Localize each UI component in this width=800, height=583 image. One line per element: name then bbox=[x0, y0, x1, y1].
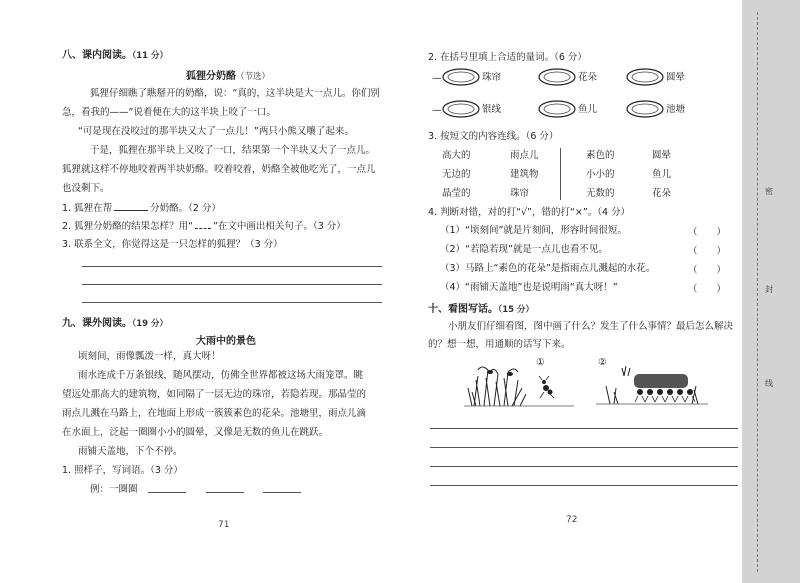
match-col3-1: 小小的 bbox=[586, 169, 615, 180]
measure-word-item: 银线 bbox=[482, 104, 502, 115]
match-col1-2: 晶莹的 bbox=[442, 188, 471, 199]
r-question2: 2. 在括号里填上合适的量词。（6 分） bbox=[428, 52, 587, 63]
match-col4-1: 鱼儿 bbox=[652, 169, 672, 180]
measure-blank-dash: — bbox=[432, 73, 442, 84]
section9-score: （19 分） bbox=[132, 319, 169, 329]
section10-heading bbox=[428, 300, 534, 315]
s8-q2-pre: 2. 狐狸分奶酪的结果怎样？用“ bbox=[62, 221, 194, 232]
measure-word-item: 鱼儿 bbox=[578, 104, 598, 115]
binding-label-2: 封 bbox=[765, 285, 773, 294]
measure-word-dish[interactable] bbox=[442, 68, 480, 86]
section8-score: （11 分） bbox=[132, 51, 169, 61]
measure-blank-dash: — bbox=[432, 105, 442, 116]
s10-answer-line-1[interactable] bbox=[430, 428, 738, 429]
section9-heading-text: 九、课外阅读。 bbox=[62, 318, 132, 329]
r-question4: 4. 判断对错，对的打“√”，错的打“×”。（4 分） bbox=[428, 207, 631, 218]
passage1-p3b: 狐狸就这样不停地咬着两半块奶酪。咬着咬着，奶酪全被他吃光了，一点儿 bbox=[62, 164, 376, 175]
picture-2 bbox=[596, 358, 708, 408]
section8-heading bbox=[62, 46, 168, 61]
passage2-p2c: 雨点儿溅在马路上，在地面上形成一簇簇素色的花朵。池塘里，雨点儿滴 bbox=[62, 408, 367, 419]
s8-question1 bbox=[62, 201, 221, 215]
section10-prompt-b: 的？想一想，用通顺的话写下来。 bbox=[428, 339, 571, 350]
judgment-paren-1[interactable]: （ ） bbox=[688, 227, 727, 238]
match-col1-1: 无边的 bbox=[442, 169, 471, 180]
section10-heading-text: 十、看图写话。 bbox=[428, 304, 498, 315]
left-page-number: 71 bbox=[218, 520, 230, 530]
right-page-number: 72 bbox=[566, 515, 578, 525]
judgment-paren-3[interactable]: （ ） bbox=[688, 265, 727, 276]
s9-question1: 1. 照样子，写词语。（3 分） bbox=[62, 465, 183, 476]
section10-score: （15 分） bbox=[498, 305, 535, 315]
match-divider bbox=[560, 148, 561, 200]
passage1-p1b: 急，看我的——”说着便在大的这半块上咬了一口。 bbox=[62, 107, 276, 118]
match-col4-2: 花朵 bbox=[652, 188, 672, 199]
passage1-title bbox=[186, 67, 270, 82]
passage2-p2a: 雨水连成千万条银线，随风摆动，仿佛全世界都被这场大雨笼罩。眺 bbox=[78, 370, 364, 381]
s8-answer-line-2[interactable] bbox=[82, 284, 382, 285]
match-col2-2: 珠帘 bbox=[510, 188, 530, 199]
binding-label-3: 线 bbox=[765, 379, 773, 388]
passage1-p2: “可是现在没咬过的那半块又大了一点儿！”两只小熊又嚷了起来。 bbox=[78, 126, 354, 137]
measure-word-dish[interactable] bbox=[538, 68, 576, 86]
judgment-paren-4[interactable]: （ ） bbox=[688, 284, 727, 295]
match-col3-0: 素色的 bbox=[586, 150, 615, 161]
measure-word-item: 珠帘 bbox=[482, 72, 502, 83]
s10-answer-line-2[interactable] bbox=[430, 447, 738, 448]
s9-blank-1[interactable] bbox=[148, 492, 186, 493]
judgment-3: （3）马路上“素色的花朵”是指雨点儿溅起的水花。 bbox=[440, 263, 656, 274]
s8-q1-post: 分奶酪。（2 分） bbox=[150, 203, 221, 214]
s8-answer-line-1[interactable] bbox=[82, 266, 382, 267]
passage1-p3c: 也没剩下。 bbox=[62, 183, 110, 194]
section10-prompt-a: 小朋友们仔细看图，图中画了什么？发生了什么事情？最后怎么解决 bbox=[448, 321, 734, 332]
match-col3-2: 无数的 bbox=[586, 188, 615, 199]
measure-word-item: 池塘 bbox=[666, 104, 686, 115]
passage1-p1a: 狐狸仔细瞧了瞧掰开的奶酪，说：“真的，这半块是大一点儿。你们别 bbox=[90, 88, 380, 99]
match-col1-0: 高大的 bbox=[442, 150, 471, 161]
s8-answer-line-3[interactable] bbox=[82, 302, 382, 303]
s9-example: 例：一圈圈 bbox=[90, 484, 138, 495]
binding-dashed-line bbox=[757, 12, 758, 572]
grass-ant-illustration bbox=[464, 358, 574, 408]
judgment-paren-2[interactable]: （ ） bbox=[688, 246, 727, 257]
section9-heading bbox=[62, 314, 168, 329]
judgment-4: （4）“雨铺天盖地”也是说明雨“真大呀！” bbox=[440, 282, 618, 293]
passage2-p2b: 望远处那高大的建筑物，如同隔了一层无边的珠帘，若隐若现。那晶莹的 bbox=[62, 389, 367, 400]
measure-word-dish[interactable] bbox=[538, 100, 576, 118]
s8-question2 bbox=[62, 219, 346, 233]
measure-word-dish[interactable] bbox=[442, 100, 480, 118]
picture-1-label: ① bbox=[536, 357, 545, 368]
match-col4-0: 圆晕 bbox=[652, 150, 672, 161]
r-question3: 3. 按短文的内容连线。（6 分） bbox=[428, 131, 559, 142]
s8-q2-underline-mark bbox=[195, 219, 211, 229]
picture-2-label: ② bbox=[598, 357, 607, 368]
passage1-title-text: 狐狸分奶酪 bbox=[186, 71, 236, 82]
measure-word-dish[interactable] bbox=[626, 100, 664, 118]
judgment-1: （1）“顷刻间”就是片刻间，形容时间很短。 bbox=[440, 225, 627, 236]
measure-word-dish[interactable] bbox=[626, 68, 664, 86]
ants-carrying-illustration bbox=[596, 358, 708, 408]
passage2-title: 大雨中的景色 bbox=[196, 336, 256, 347]
passage1-p3a: 于是，狐狸在那半块上又咬了一口，结果第一个半块又大了一点儿。 bbox=[90, 145, 376, 156]
s9-blank-3[interactable] bbox=[263, 492, 301, 493]
s8-q2-post: ”在文中画出相关句子。（3 分） bbox=[213, 221, 346, 232]
s8-question3: 3. 联系全文，你觉得这是一只怎样的狐狸？（3 分） bbox=[62, 239, 283, 250]
measure-word-item: 花朵 bbox=[578, 72, 598, 83]
picture-1 bbox=[464, 358, 574, 408]
match-col2-1: 建筑物 bbox=[510, 169, 539, 180]
s9-blank-2[interactable] bbox=[206, 492, 244, 493]
s10-answer-line-4[interactable] bbox=[430, 485, 738, 486]
s10-answer-line-3[interactable] bbox=[430, 466, 738, 467]
passage1-title-note: （节选） bbox=[236, 72, 271, 82]
passage2-p1: 顷刻间，雨像瓢泼一样，真大呀！ bbox=[78, 351, 221, 362]
binding-label-1: 密 bbox=[765, 187, 773, 196]
measure-word-item: 圆晕 bbox=[666, 72, 686, 83]
s8-q1-blank[interactable] bbox=[114, 201, 148, 211]
match-col2-0: 雨点儿 bbox=[510, 150, 539, 161]
passage2-p3: 雨铺天盖地，下个不停。 bbox=[78, 446, 183, 457]
section8-heading-text: 八、课内阅读。 bbox=[62, 50, 132, 61]
passage2-p2d: 在水面上，泛起一圈圈小小的圆晕，又像是无数的鱼儿在跳跃。 bbox=[62, 427, 329, 438]
judgment-2: （2）“若隐若现”就是一点儿也看不见。 bbox=[440, 244, 608, 255]
s8-q1-pre: 1. 狐狸在帮 bbox=[62, 203, 113, 214]
